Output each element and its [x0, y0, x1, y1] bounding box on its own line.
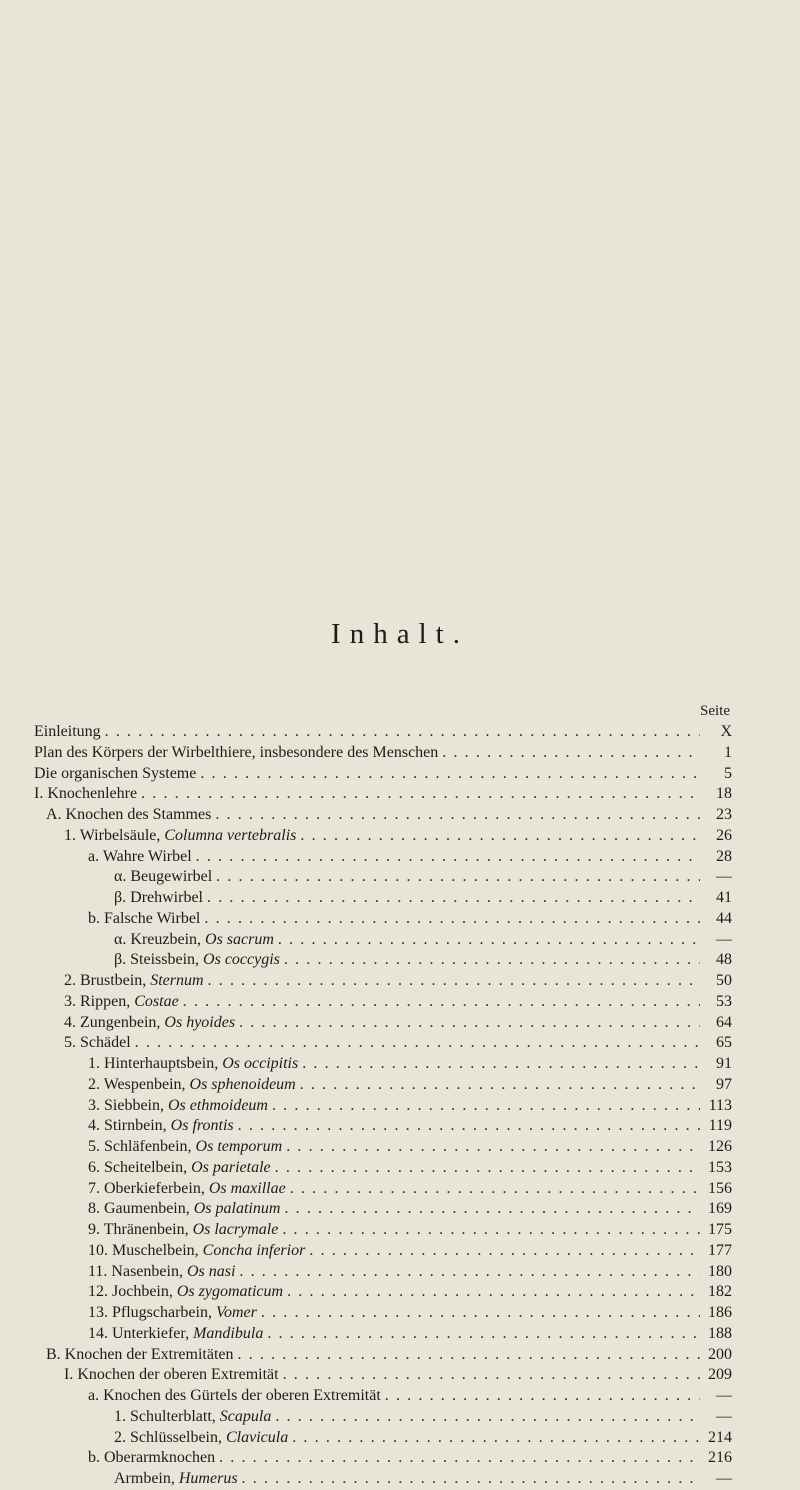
toc-entry-title: a. Knochen des Gürtels der oberen Extremität [88, 1387, 381, 1404]
toc-entry-page-number: 5 [724, 764, 732, 782]
toc-entry [34, 1303, 732, 1324]
toc-entry-title: 5. Schläfenbein, [88, 1138, 196, 1155]
toc-entry-title: A. Knochen des Stammes [46, 806, 212, 823]
toc-entry-label [88, 1158, 271, 1179]
toc-entry-label [114, 1428, 288, 1449]
toc-entry-label [34, 764, 196, 785]
dot-leader [278, 930, 700, 951]
toc-entry-page-number: 113 [708, 1096, 732, 1114]
toc-entry-page-number: 48 [716, 951, 732, 969]
page-column-header: Seite [700, 703, 730, 719]
toc-entry-page-number: — [716, 1407, 732, 1425]
toc-entry-title: 4. Zungenbein, [64, 1013, 165, 1031]
toc-entry-latin-name: Scapula [219, 1407, 272, 1425]
toc-entry-title: 6. Scheitelbein, [88, 1158, 192, 1176]
toc-entry-latin-name: Os palatinum [193, 1200, 281, 1218]
dot-leader [200, 764, 700, 785]
toc-entry-label [46, 1345, 234, 1366]
toc-entry-title: 5. Schädel [64, 1034, 131, 1052]
dot-leader [208, 971, 700, 992]
toc-entry-title: β. Drehwirbel [114, 889, 203, 906]
toc-entry-title: 3. Siebbein, [88, 1096, 168, 1114]
toc-entry-title: b. Falsche Wirbel [88, 909, 201, 927]
toc-entry [34, 1179, 732, 1200]
toc-entry-latin-name: Os lacrymale [192, 1221, 279, 1238]
toc-entry-title: 11. Nasenbein, [88, 1262, 187, 1280]
toc-entry-latin-name: Humerus [178, 1470, 238, 1487]
toc-entry [34, 764, 732, 785]
toc-entry-title: Plan des Körpers der Wirbelthiere, insbesondere des Menschen [34, 743, 439, 761]
toc-entry-label [114, 930, 274, 951]
dot-leader [282, 1220, 700, 1241]
dot-leader [300, 1075, 700, 1096]
toc-entry-latin-name: Os parietale [191, 1158, 271, 1176]
toc-entry-page-number: 119 [708, 1117, 732, 1135]
toc-entry-page-number: — [716, 930, 732, 948]
toc-entry-page-number: 53 [716, 992, 732, 1010]
toc-entry [34, 1158, 732, 1179]
toc-entry-page-number: 64 [716, 1013, 732, 1031]
toc-entry-label [88, 1116, 234, 1137]
toc-entry-title: 12. Jochbein, [88, 1283, 177, 1301]
toc-entry-page-number: 41 [716, 889, 732, 906]
toc-entry-latin-name: Os hyoides [164, 1013, 236, 1031]
toc-entry [34, 1448, 732, 1469]
toc-entry-title: b. Oberarmknochen [88, 1449, 216, 1467]
toc-entry-title: α. Kreuzbein, [114, 930, 206, 948]
toc-entry-label [88, 1220, 278, 1241]
toc-entry-label [64, 1365, 279, 1386]
toc-entry-label [88, 1282, 283, 1303]
toc-entry [34, 1199, 732, 1220]
toc-entry-title: I. Knochenlehre [34, 785, 138, 803]
dot-leader [272, 1096, 700, 1117]
toc-entry-latin-name: Os coccygis [203, 951, 280, 969]
toc-entry-page-number: 180 [708, 1262, 732, 1280]
toc-entry-page-number: — [716, 1470, 732, 1487]
toc-entry [34, 1262, 732, 1283]
toc-entry-page-number: 177 [708, 1241, 732, 1259]
toc-entry-title: Die organischen Systeme [34, 764, 197, 782]
toc-entry-page-number: 186 [708, 1304, 732, 1321]
toc-entry-latin-name: Os frontis [170, 1117, 234, 1135]
toc-entry-label [64, 1013, 235, 1034]
toc-entry-latin-name: Clavicula [226, 1428, 289, 1446]
dot-leader [204, 909, 700, 930]
toc-entry-page-number: 91 [716, 1055, 732, 1072]
toc-entry-label [88, 909, 200, 930]
toc-entry-title: 9. Thränenbein, [88, 1221, 193, 1238]
toc-entry-title: 13. Pflugscharbein, [88, 1304, 216, 1321]
toc-entry-page-number: 214 [708, 1428, 732, 1446]
toc-entry-page-number: 209 [708, 1366, 732, 1384]
toc-entry-title: Einleitung [34, 723, 101, 740]
toc-entry-label [88, 847, 192, 868]
dot-leader [105, 722, 700, 743]
toc-entry-label [64, 826, 296, 847]
toc-entry-page-number: — [716, 1387, 732, 1404]
toc-entry-title: B. Knochen der Extremitäten [46, 1345, 234, 1363]
dot-leader [284, 950, 700, 971]
dot-leader [267, 1324, 700, 1345]
dot-leader [275, 1158, 700, 1179]
toc-entry-title: 2. Wespenbein, [88, 1075, 190, 1093]
toc-entry [34, 971, 732, 992]
toc-entry-page-number: X [720, 723, 732, 740]
toc-entry-page-number: 23 [716, 806, 732, 823]
dot-leader [284, 1199, 700, 1220]
toc-entry-title: Armbein, [114, 1470, 179, 1487]
toc-entry [34, 826, 732, 847]
toc-entry-page-number: 200 [708, 1345, 732, 1363]
toc-entry-title: 8. Gaumenbein, [88, 1200, 194, 1218]
toc-entry-label [88, 1096, 268, 1117]
dot-leader [292, 1428, 700, 1449]
dot-leader [216, 867, 700, 888]
dot-leader [238, 1116, 700, 1137]
toc-entry-latin-name: Mandibula [193, 1324, 264, 1342]
toc-entry [34, 1241, 732, 1262]
toc-entry-page-number: 156 [708, 1179, 732, 1197]
toc-entry-latin-name: Columna vertebralis [164, 826, 297, 844]
toc-entry [34, 1116, 732, 1137]
toc-entry-label [114, 867, 212, 888]
dot-leader [442, 743, 700, 764]
toc-entry-page-number: 153 [708, 1158, 732, 1176]
toc-entry-page-number: 175 [708, 1221, 732, 1238]
toc-entry [34, 847, 732, 868]
toc-entry-title: 3. Rippen, [64, 992, 135, 1010]
dot-leader [215, 805, 700, 826]
toc-entry [34, 950, 732, 971]
toc-entry [34, 1096, 732, 1117]
toc-entry-page-number: 169 [708, 1200, 732, 1218]
toc-entry-label [114, 1407, 271, 1428]
dot-leader [300, 826, 700, 847]
toc-entry-latin-name: Os occipitis [222, 1055, 299, 1072]
toc-entry [34, 1345, 732, 1366]
toc-entry-title: a. Wahre Wirbel [88, 847, 192, 865]
toc-entry-latin-name: Costae [134, 992, 179, 1010]
toc-entry-label [88, 1137, 282, 1158]
toc-entry-title: 2. Brustbein, [64, 972, 151, 989]
toc-entry-latin-name: Os ethmoideum [168, 1096, 268, 1114]
toc-entry-page-number: 97 [716, 1075, 732, 1093]
toc-entry-label [34, 743, 438, 764]
toc-entry [34, 1365, 732, 1386]
toc-entry-label [88, 1324, 263, 1345]
dot-leader [238, 1345, 701, 1366]
page-title: Inhalt. [331, 618, 469, 650]
dot-leader [141, 784, 700, 805]
toc-entry-label [88, 1386, 381, 1407]
toc-entry-title: 7. Oberkieferbein, [88, 1179, 209, 1197]
toc-entry [34, 888, 732, 909]
dot-leader [287, 1282, 700, 1303]
dot-leader [196, 847, 700, 868]
toc-entry-latin-name: Os nasi [186, 1262, 236, 1280]
toc-entry [34, 1282, 732, 1303]
toc-entry-page-number: — [716, 868, 732, 886]
toc-entry [34, 930, 732, 951]
toc-entry-latin-name: Sternum [150, 972, 204, 989]
toc-entry-page-number: 216 [708, 1449, 732, 1467]
toc-entry-latin-name: Os temporum [195, 1138, 283, 1155]
toc-entry-title: β. Steissbein, [114, 951, 204, 969]
dot-leader [261, 1303, 700, 1324]
toc-entry-page-number: 26 [716, 826, 732, 844]
toc-entry-page-number: 28 [716, 847, 732, 865]
toc-entry [34, 1386, 732, 1407]
dot-leader [385, 1386, 700, 1407]
dot-leader [219, 1448, 700, 1469]
dot-leader [183, 992, 700, 1013]
toc-entry-label [64, 971, 204, 992]
dot-leader [275, 1407, 700, 1428]
toc-entry-latin-name: Os maxillae [208, 1179, 286, 1197]
toc-entry-title: 2. Schlüsselbein, [114, 1428, 226, 1446]
toc-entry [34, 1220, 732, 1241]
dot-leader [242, 1469, 700, 1490]
toc-entry-title: 1. Wirbelsäule, [64, 826, 165, 844]
toc-entry-latin-name: Vomer [215, 1304, 257, 1321]
toc-entry [34, 1324, 732, 1345]
toc-entry [34, 784, 732, 805]
toc-entry-label [46, 805, 211, 826]
table-of-contents [34, 722, 732, 1490]
toc-entry-page-number: 126 [708, 1138, 732, 1155]
toc-entry-label [64, 992, 179, 1013]
toc-entry-title: 10. Muschelbein, [88, 1241, 203, 1259]
toc-entry [34, 1469, 732, 1490]
toc-entry-label [88, 1448, 215, 1469]
toc-entry-page-number: 44 [716, 909, 732, 927]
toc-entry-label [34, 784, 137, 805]
toc-entry [34, 1428, 732, 1449]
toc-entry-page-number: 188 [708, 1324, 732, 1342]
toc-entry-label [34, 722, 101, 743]
toc-entry [34, 1137, 732, 1158]
toc-entry-title: 1. Hinterhauptsbein, [88, 1055, 223, 1072]
toc-entry [34, 909, 732, 930]
toc-entry-label [88, 1241, 305, 1262]
toc-entry-label [64, 1033, 131, 1054]
toc-entry [34, 992, 732, 1013]
toc-entry-label [114, 1469, 238, 1490]
toc-entry-label [88, 1199, 280, 1220]
toc-entry-label [88, 1303, 257, 1324]
toc-entry [34, 1013, 732, 1034]
toc-entry [34, 722, 732, 743]
toc-entry-page-number: 1 [724, 743, 732, 761]
dot-leader [207, 888, 700, 909]
dot-leader [135, 1033, 700, 1054]
toc-entry-title: 1. Schulterblatt, [114, 1407, 220, 1425]
dot-leader [239, 1013, 700, 1034]
toc-entry [34, 1407, 732, 1428]
toc-entry-page-number: 18 [716, 785, 732, 803]
dot-leader [302, 1054, 700, 1075]
toc-entry [34, 1033, 732, 1054]
toc-entry [34, 867, 732, 888]
toc-entry [34, 743, 732, 764]
toc-entry [34, 1054, 732, 1075]
dot-leader [283, 1365, 700, 1386]
toc-entry-page-number: 65 [716, 1034, 732, 1052]
toc-entry-latin-name: Os sphenoideum [189, 1075, 296, 1093]
toc-entry-latin-name: Os zygomaticum [176, 1283, 284, 1301]
dot-leader [239, 1262, 700, 1283]
dot-leader [286, 1137, 700, 1158]
toc-entry-latin-name: Os sacrum [205, 930, 274, 948]
toc-entry-label [88, 1054, 298, 1075]
toc-entry-page-number: 182 [708, 1283, 732, 1301]
toc-entry-page-number: 50 [716, 972, 732, 989]
toc-entry-label [114, 950, 280, 971]
toc-entry [34, 805, 732, 826]
toc-entry-label [88, 1179, 286, 1200]
toc-entry-title: α. Beugewirbel [114, 868, 213, 886]
toc-entry-label [88, 1262, 235, 1283]
toc-entry [34, 1075, 732, 1096]
toc-entry-title: I. Knochen der oberen Extremität [64, 1366, 279, 1384]
toc-entry-label [88, 1075, 296, 1096]
toc-entry-latin-name: Concha inferior [202, 1241, 306, 1259]
dot-leader [290, 1179, 700, 1200]
toc-entry-title: 4. Stirnbein, [88, 1117, 171, 1135]
dot-leader [309, 1241, 700, 1262]
toc-entry-title: 14. Unterkiefer, [88, 1324, 194, 1342]
toc-entry-label [114, 888, 203, 909]
